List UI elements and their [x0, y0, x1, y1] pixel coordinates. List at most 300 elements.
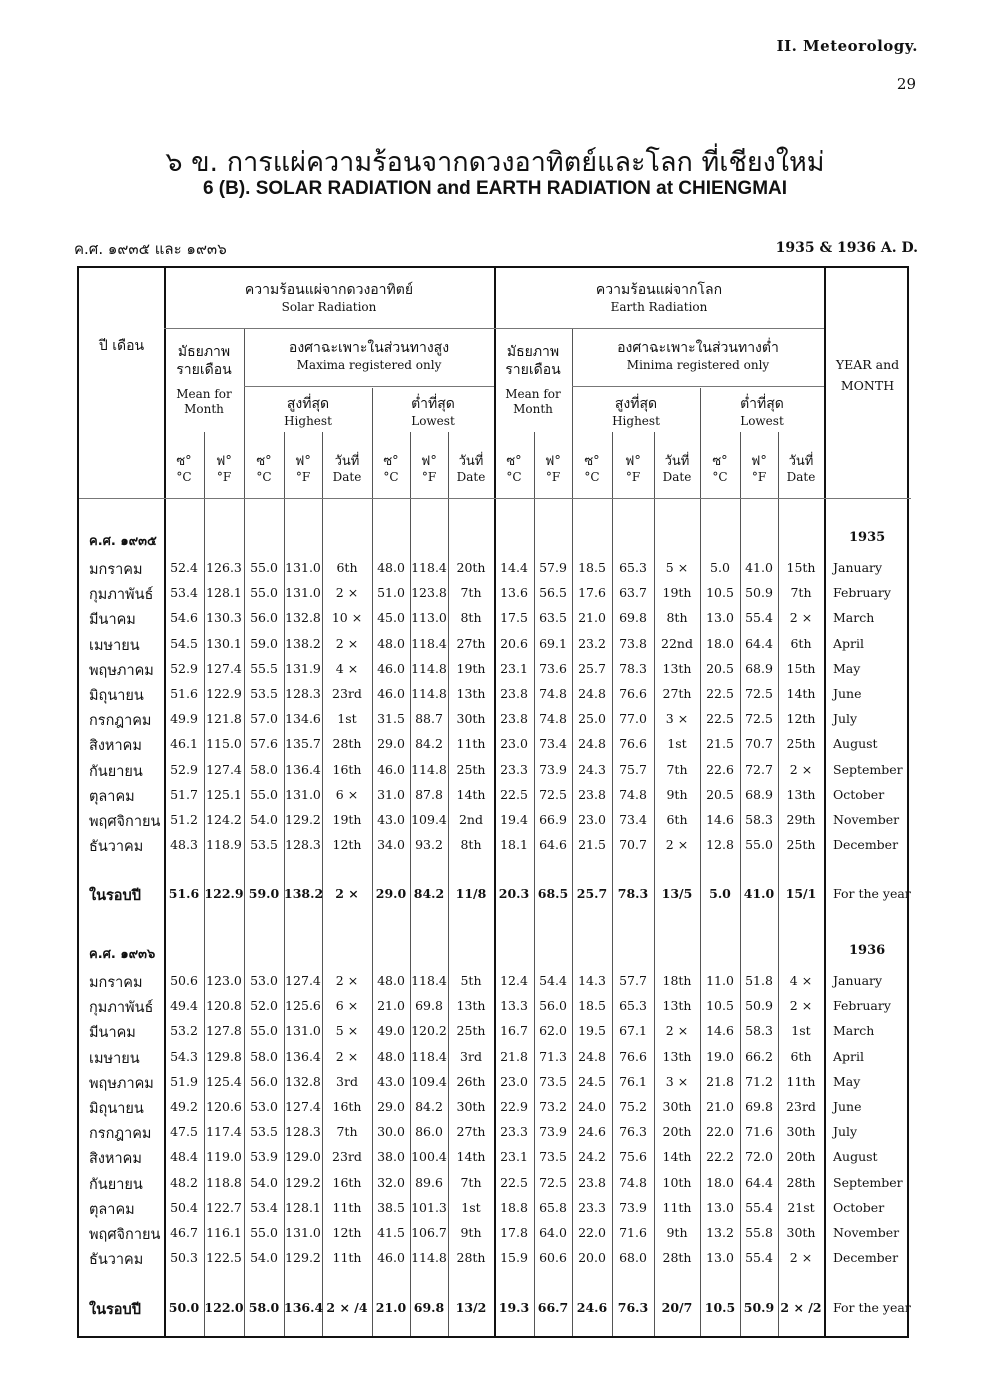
cell-date: 20th [786, 1149, 816, 1165]
cell-f: 138.2 [284, 886, 324, 901]
cell-date: 23rd [332, 1149, 362, 1165]
cell-date: 2 × [335, 585, 359, 601]
cell-c: 21.8 [500, 1048, 528, 1064]
cell-f: 89.6 [415, 1174, 443, 1190]
cell-c: 34.0 [377, 837, 405, 853]
unit-header-f [534, 454, 572, 485]
cell-f: 129.2 [285, 1250, 321, 1266]
cell-c: 51.0 [377, 585, 405, 601]
cell-date: 3rd [460, 1048, 482, 1064]
cell-date: 6th [666, 812, 688, 827]
cell-f: 70.7 [745, 736, 773, 752]
cell-date: 2 × [789, 998, 813, 1014]
cell-c: 24.5 [578, 1073, 606, 1089]
cell-f: 71.2 [745, 1073, 773, 1089]
month-name-en: December [833, 1250, 899, 1266]
cell-f: 118.4 [411, 635, 447, 651]
cell-c: 31.5 [377, 711, 405, 727]
cell-date: 16th [332, 1099, 362, 1114]
cell-f: 126.3 [206, 560, 242, 575]
cell-f: 73.6 [539, 660, 567, 676]
cell-f: 75.6 [619, 1149, 647, 1165]
table-row [79, 558, 911, 582]
cell-date: 28th [662, 1250, 692, 1266]
cell-f: 127.4 [285, 973, 321, 988]
month-name-thai: มิถุนายน [89, 1101, 144, 1117]
month-column-header-thai: ปี เดือน [98, 338, 145, 354]
cell-date: 3 × [665, 1073, 689, 1089]
month-name-en: December [833, 837, 899, 853]
cell-f: 128.1 [206, 585, 242, 601]
cell-f: 115.0 [206, 736, 242, 752]
month-name-en: March [833, 610, 875, 626]
cell-f: 56.0 [539, 998, 567, 1014]
cell-date: 11th [786, 1073, 816, 1089]
cell-c: 20.5 [706, 786, 734, 802]
unit-header-date [778, 454, 824, 485]
cell-c: 53.0 [250, 973, 278, 988]
solar-lowest-header [372, 396, 494, 429]
cell-c: 54.5 [170, 635, 198, 651]
cell-c: 23.0 [500, 1073, 528, 1089]
cell-c: 54.0 [250, 1250, 278, 1266]
cell-f: 123.8 [411, 585, 447, 601]
cell-date: 21st [787, 1199, 815, 1215]
cell-f: 114.8 [411, 1250, 447, 1266]
cell-c: 52.9 [170, 660, 198, 676]
cell-c: 46.0 [377, 660, 405, 676]
unit-thai: ฟ° [295, 454, 311, 469]
lowest-thai: ต่ำที่สุด [411, 396, 455, 412]
cell-f: 65.3 [619, 998, 647, 1014]
cell-c: 21.5 [578, 837, 606, 853]
cell-date: 10 × [331, 610, 363, 626]
table-row [79, 785, 911, 809]
cell-f: 122.7 [206, 1199, 242, 1215]
cell-f: 138.2 [285, 635, 321, 651]
cell-c: 23.0 [500, 736, 528, 752]
cell-date: 7th [336, 1124, 358, 1140]
month-name-thai: ตุลาคม [89, 788, 135, 805]
cell-date: 7th [666, 761, 688, 777]
cell-f: 76.1 [619, 1073, 647, 1089]
highest-en: Highest [284, 413, 332, 428]
cell-c: 29.0 [377, 1099, 405, 1114]
cell-c: 10.5 [706, 585, 734, 601]
cell-f: 134.6 [285, 711, 321, 727]
cell-c: 10.5 [704, 1300, 736, 1315]
cell-f: 121.8 [206, 711, 242, 727]
cell-c: 13.6 [500, 585, 528, 601]
cell-date: 30th [456, 711, 486, 727]
cell-c: 23.1 [500, 660, 528, 676]
cell-c: 51.6 [168, 886, 200, 901]
cell-c: 23.1 [500, 1149, 528, 1165]
cell-c: 22.2 [706, 1149, 734, 1165]
cell-date: 13th [456, 686, 486, 701]
cell-date: 23rd [332, 686, 362, 701]
unit-thai: วันที่ [664, 454, 690, 469]
cell-f: 129.0 [285, 1149, 321, 1165]
month-name-thai: ตุลาคม [89, 1201, 135, 1218]
cell-f: 122.0 [204, 1300, 244, 1315]
highest-thai: สูงที่สุด [614, 396, 658, 412]
unit-thai: วันที่ [458, 454, 484, 469]
cell-f: 76.3 [617, 1300, 649, 1315]
month-name-thai: มกราคม [89, 975, 143, 991]
unit-en: °F [216, 470, 232, 485]
month-name-thai: กุมภาพันธ์ [89, 587, 154, 604]
year-1936-thai: ค.ศ. ๑๙๓๖ [89, 947, 156, 962]
unit-header-c [572, 454, 612, 485]
cell-f: 73.5 [539, 1073, 567, 1089]
cell-c: 14.3 [578, 973, 606, 988]
unit-thai: ฟ° [625, 454, 641, 469]
minima-en: Minima registered only [626, 357, 770, 372]
cell-c: 46.0 [377, 686, 405, 701]
unit-thai: ซ° [176, 454, 192, 469]
lowest-en: Lowest [740, 413, 784, 428]
table-row [79, 1021, 911, 1045]
cell-c: 48.4 [170, 1149, 198, 1165]
cell-c: 22.6 [706, 761, 734, 777]
mean-thai: มัธยภาพ รายเดือน [505, 344, 561, 378]
cell-date: 15/1 [785, 886, 817, 901]
cell-date: 30th [662, 1099, 692, 1114]
cell-f: 84.2 [415, 736, 443, 752]
cell-c: 21.0 [377, 998, 405, 1014]
cell-date: 13th [456, 998, 486, 1014]
cell-c: 48.2 [170, 1174, 198, 1190]
table-row [79, 1147, 911, 1171]
cell-f: 128.3 [285, 686, 321, 701]
cell-c: 48.0 [377, 1048, 405, 1064]
cell-f: 132.8 [285, 610, 321, 626]
cell-f: 71.6 [745, 1124, 773, 1140]
cell-c: 53.0 [250, 1099, 278, 1114]
month-name-thai: ธันวาคม [89, 1252, 144, 1269]
unit-thai: วันที่ [788, 454, 814, 469]
cell-f: 56.5 [539, 585, 567, 601]
unit-thai: ซ° [712, 454, 728, 469]
month-name-en: June [833, 686, 862, 701]
cell-date: 28th [332, 736, 362, 752]
cell-c: 53.2 [170, 1023, 198, 1039]
unit-header-date [322, 454, 372, 485]
cell-c: 23.8 [500, 711, 528, 727]
minima-thai: องศาฉะเพาะในส่วนทางต่ำ [617, 340, 779, 356]
cell-f: 114.8 [411, 761, 447, 777]
table-row [79, 996, 911, 1020]
cell-c: 49.0 [377, 1023, 405, 1039]
unit-en: °C [584, 470, 600, 485]
cell-f: 69.8 [415, 998, 443, 1014]
cell-c: 48.3 [170, 837, 198, 853]
cell-f: 74.8 [539, 686, 567, 701]
month-name-thai: มกราคม [89, 562, 143, 578]
cell-f: 55.8 [745, 1225, 773, 1240]
cell-date: 2 × [789, 610, 813, 626]
cell-f: 119.0 [206, 1149, 242, 1165]
cell-c: 21.0 [706, 1099, 734, 1114]
cell-f: 67.1 [619, 1023, 647, 1039]
mean-en: Mean for Month [505, 387, 561, 416]
cell-date: 19th [332, 812, 362, 827]
cell-f: 127.8 [206, 1023, 242, 1039]
cell-f: 68.9 [745, 786, 773, 802]
cell-f: 128.3 [285, 1124, 321, 1140]
cell-date: 6th [336, 560, 358, 575]
cell-f: 128.3 [285, 837, 321, 853]
cell-date: 4 × [335, 660, 359, 676]
cell-date: 13th [786, 786, 816, 802]
cell-f: 71.3 [539, 1048, 567, 1064]
cell-date: 7th [790, 585, 812, 601]
cell-c: 29.0 [377, 736, 405, 752]
table-row [79, 684, 911, 708]
cell-f: 101.3 [411, 1199, 447, 1215]
years-label: 1935 & 1936 A. D. [775, 240, 918, 256]
cell-f: 65.8 [539, 1199, 567, 1215]
cell-f: 63.7 [619, 585, 647, 601]
cell-c: 23.3 [500, 761, 528, 777]
cell-f: 129.2 [285, 812, 321, 827]
cell-f: 73.8 [619, 635, 647, 651]
cell-date: 9th [666, 1225, 688, 1240]
cell-c: 24.3 [578, 761, 606, 777]
table-row [79, 734, 911, 758]
mean-thai: มัธยภาพ รายเดือน [176, 344, 232, 378]
earth-mean-header [494, 344, 572, 417]
cell-date: 29th [786, 812, 816, 827]
cell-c: 19.5 [578, 1023, 606, 1039]
cell-date: 13th [662, 660, 692, 676]
cell-c: 54.6 [170, 610, 198, 626]
cell-c: 22.9 [500, 1099, 528, 1114]
cell-f: 114.8 [411, 686, 447, 701]
cell-f: 118.4 [411, 1048, 447, 1064]
cell-c: 53.5 [250, 837, 278, 853]
cell-c: 13.0 [706, 610, 734, 626]
cell-date: 1st [337, 711, 357, 727]
month-name-en: January [833, 560, 883, 575]
cell-f: 131.0 [285, 585, 321, 601]
cell-f: 120.6 [206, 1099, 242, 1114]
cell-c: 51.2 [170, 812, 198, 827]
cell-date: 30th [456, 1099, 486, 1114]
cell-date: 15th [786, 560, 816, 575]
table-row [79, 709, 911, 733]
unit-en: Date [786, 470, 816, 485]
cell-f: 75.2 [619, 1099, 647, 1114]
cell-f: 128.1 [285, 1199, 321, 1215]
cell-c: 19.0 [706, 1048, 734, 1064]
cell-c: 55.0 [250, 1023, 278, 1039]
month-name-en: November [833, 812, 900, 827]
cell-c: 30.0 [377, 1124, 405, 1140]
month-name-thai: มีนาคม [89, 612, 136, 629]
cell-f: 118.4 [411, 560, 447, 575]
cell-f: 73.4 [539, 736, 567, 752]
cell-c: 53.4 [170, 585, 198, 601]
earth-radiation-header [494, 282, 824, 315]
cell-date: 23rd [786, 1099, 816, 1114]
month-name-thai: กันยายน [89, 763, 143, 780]
cell-c: 18.8 [500, 1199, 528, 1215]
unit-en: °F [421, 470, 437, 485]
cell-c: 47.5 [170, 1124, 198, 1140]
cell-f: 125.6 [285, 998, 321, 1014]
cell-c: 25.7 [576, 886, 608, 901]
cell-date: 28th [456, 1250, 486, 1266]
cell-c: 24.8 [578, 1048, 606, 1064]
cell-f: 73.5 [539, 1149, 567, 1165]
unit-en: °C [256, 470, 272, 485]
month-name-en: March [833, 1023, 875, 1039]
month-name-thai: สิงหาคม [89, 738, 142, 755]
cell-c: 13.0 [706, 1199, 734, 1215]
month-name-en: October [833, 1199, 885, 1215]
cell-date: 16th [332, 1174, 362, 1190]
month-name-en: April [833, 635, 864, 651]
unit-en: °C [383, 470, 399, 485]
cell-f: 69.8 [413, 1300, 445, 1315]
cell-c: 50.4 [170, 1199, 198, 1215]
cell-date: 2 × [335, 886, 359, 901]
cell-f: 118.4 [411, 973, 447, 988]
cell-c: 57.0 [250, 711, 278, 727]
table-row [79, 634, 911, 658]
cell-c: 22.5 [706, 711, 734, 727]
cell-c: 54.3 [170, 1048, 198, 1064]
cell-f: 118.8 [206, 1174, 242, 1190]
cell-date: 20th [456, 560, 486, 575]
cell-c: 24.6 [578, 1124, 606, 1140]
cell-c: 38.5 [377, 1199, 405, 1215]
cell-date: 2 × [665, 1023, 689, 1039]
cell-c: 21.0 [375, 1300, 407, 1315]
years-label-thai: ค.ศ. ๑๙๓๕ และ ๑๙๓๖ [74, 240, 227, 258]
cell-date: 30th [786, 1124, 816, 1140]
cell-date: 2 × [665, 837, 689, 853]
cell-c: 58.0 [248, 1300, 280, 1315]
cell-date: 2 × [335, 973, 359, 988]
cell-c: 51.6 [170, 686, 198, 701]
cell-f: 66.2 [745, 1048, 773, 1064]
cell-c: 46.1 [170, 736, 198, 752]
cell-c: 55.0 [250, 560, 278, 575]
cell-date: 7th [460, 1174, 482, 1190]
cell-date: 25th [786, 837, 816, 853]
earth-radiation-en: Earth Radiation [610, 299, 708, 314]
cell-c: 23.8 [578, 1174, 606, 1190]
cell-c: 13.2 [706, 1225, 734, 1240]
cell-f: 75.7 [619, 761, 647, 777]
cell-date: 12th [786, 711, 816, 727]
cell-f: 130.1 [206, 635, 242, 651]
cell-date: 11th [456, 736, 486, 752]
cell-c: 41.5 [377, 1225, 405, 1240]
month-name-thai: กุมภาพันธ์ [89, 1000, 154, 1017]
unit-header-f [612, 454, 654, 485]
cell-date: 2nd [458, 812, 483, 827]
cell-c: 49.9 [170, 711, 198, 727]
cell-date: 11th [332, 1250, 362, 1266]
cell-c: 38.0 [377, 1149, 405, 1165]
cell-c: 46.7 [170, 1225, 198, 1240]
cell-c: 14.6 [706, 1023, 734, 1039]
cell-date: 13th [662, 1048, 692, 1064]
cell-f: 55.4 [745, 610, 773, 626]
cell-date: 5th [460, 973, 482, 988]
cell-c: 49.4 [170, 998, 198, 1014]
cell-f: 62.0 [539, 1023, 567, 1039]
cell-c: 48.0 [377, 560, 405, 575]
cell-date: 25th [456, 761, 486, 777]
cell-date: 16th [332, 761, 362, 777]
unit-en: Date [456, 470, 486, 485]
table-row [79, 760, 911, 784]
unit-thai: ฟ° [545, 454, 561, 469]
cell-date: 12th [332, 837, 362, 853]
cell-date: 9th [460, 1225, 482, 1240]
cell-date: 8th [460, 837, 482, 853]
cell-f: 69.1 [539, 635, 567, 651]
cell-f: 78.3 [619, 660, 647, 676]
cell-c: 21.0 [578, 610, 606, 626]
table-row [79, 583, 911, 607]
cell-date: 19th [456, 660, 486, 676]
cell-f: 123.0 [206, 973, 242, 988]
cell-c: 11.0 [706, 973, 734, 988]
cell-date: 28th [786, 1174, 816, 1190]
cell-f: 72.5 [539, 1174, 567, 1190]
cell-c: 23.8 [500, 686, 528, 701]
cell-date: 27th [456, 1124, 486, 1140]
cell-c: 48.0 [377, 635, 405, 651]
cell-date: 11th [662, 1199, 692, 1215]
cell-date: 6 × [335, 998, 359, 1014]
unit-en: °C [712, 470, 728, 485]
month-name-thai: กรกฎาคม [89, 1126, 152, 1143]
cell-date: 19th [662, 585, 692, 601]
cell-f: 136.4 [285, 1048, 321, 1064]
unit-header-f [410, 454, 448, 485]
cell-c: 50.3 [170, 1250, 198, 1266]
cell-f: 120.8 [206, 998, 242, 1014]
cell-f: 129.8 [206, 1048, 242, 1064]
cell-f: 76.6 [619, 686, 647, 701]
solar-radiation-en: Solar Radiation [281, 299, 377, 314]
cell-c: 23.8 [578, 786, 606, 802]
cell-f: 76.3 [619, 1124, 647, 1140]
table-row [79, 971, 911, 995]
cell-f: 122.9 [206, 686, 242, 701]
month-name-en: May [833, 1073, 861, 1089]
cell-c: 29.0 [375, 886, 407, 901]
cell-c: 53.4 [250, 1199, 278, 1215]
year-1935-label: 1935 [849, 530, 886, 545]
cell-f: 73.2 [539, 1099, 567, 1114]
month-name-en: April [833, 1048, 864, 1064]
page-title: 6 (B). SOLAR RADIATION and EARTH RADIATION at CHIENGMAI [202, 178, 788, 199]
table-row [79, 1248, 911, 1272]
unit-header-c [244, 454, 284, 485]
cell-f: 66.7 [537, 1300, 569, 1315]
page-number: 29 [896, 75, 916, 93]
unit-header-c [372, 454, 410, 485]
cell-c: 16.7 [500, 1023, 528, 1039]
